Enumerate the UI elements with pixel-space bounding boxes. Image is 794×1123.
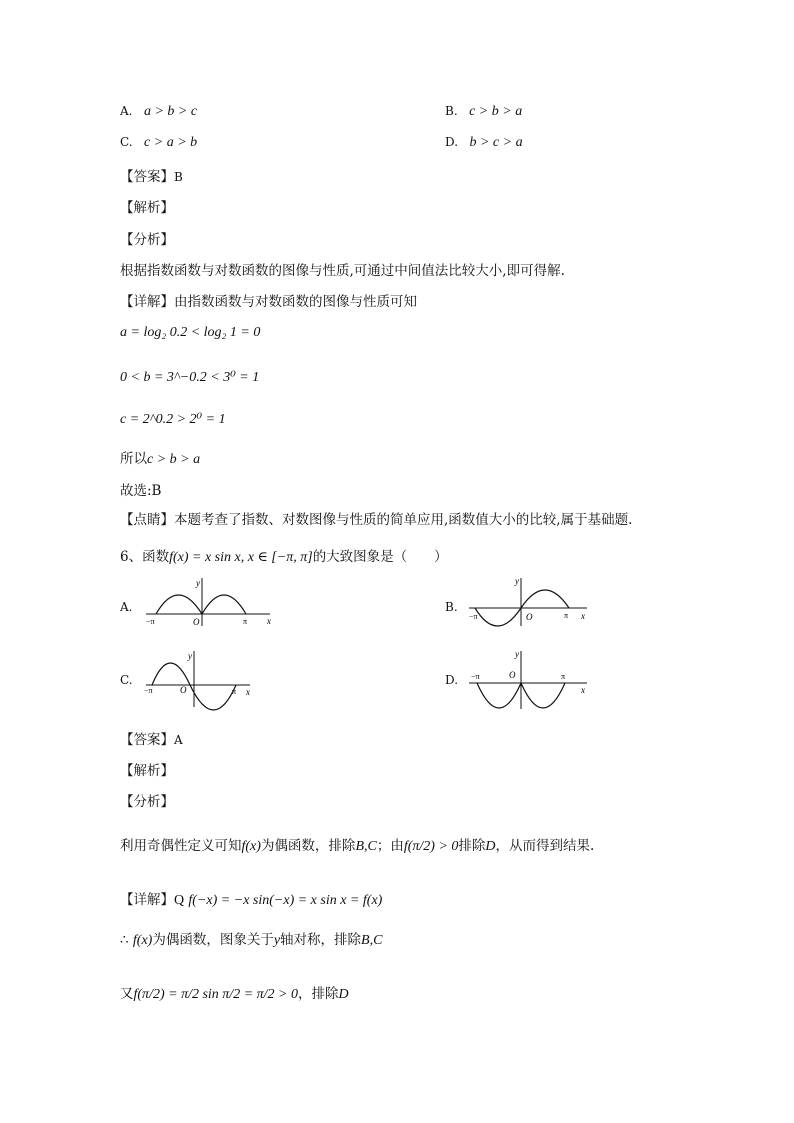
- q5-detail: 【详解】由指数函数与对数函数的图像与性质可知: [120, 294, 417, 310]
- q6-analysis-text: 利用奇偶性定义可知f(x)为偶函数，排除B,C；由f(π/2) > 0排除D，从而得到结果.: [120, 838, 595, 854]
- q5-eq-b: 0 < b = 3^−0.2 < 3⁰ = 1: [120, 370, 260, 385]
- q5-option-a-expr: a > b > c: [143, 104, 198, 119]
- origin-label: O: [193, 617, 200, 627]
- q5-comment: 【点睛】本题考查了指数、对数图像与性质的简单应用,函数值大小的比较,属于基础题.: [120, 512, 633, 528]
- y-axis-label: y: [188, 651, 192, 661]
- q6-option-a-label: A.: [120, 600, 133, 614]
- y-axis-label: y: [515, 576, 519, 586]
- q5-option-a: A. a > b > c: [120, 104, 198, 119]
- origin-label: O: [526, 612, 533, 622]
- q6-graph-a: [140, 572, 280, 630]
- q6-fenxi-tag: 【分析】: [120, 794, 174, 810]
- q6-graph-c: [140, 645, 260, 711]
- pi-label: π: [232, 687, 237, 696]
- x-axis-label: x: [581, 611, 585, 621]
- q5-analysis-text: 根据指数函数与对数函数的图像与性质,可通过中间值法比较大小,即可得解.: [120, 263, 565, 279]
- q6-analysis-condition: f(π/2) > 0: [403, 839, 459, 854]
- neg-pi-label: −π: [471, 672, 480, 681]
- q5-option-d-expr: b > c > a: [469, 135, 523, 150]
- curve: [156, 595, 246, 614]
- q6-answer: 【答案】A: [120, 732, 183, 748]
- neg-pi-label: −π: [469, 612, 478, 621]
- pi-label: π: [243, 617, 248, 626]
- q5-eq-c: c = 2^0.2 > 2⁰ = 1: [120, 412, 226, 427]
- q5-choice: 故选:B: [120, 483, 162, 499]
- q6-graph-b: [465, 572, 595, 630]
- q6-stem-formula: f(x) = x sin x, x ∈ [−π, π]: [169, 550, 313, 565]
- origin-label: O: [509, 670, 516, 680]
- q5-option-b: B. c > b > a: [445, 104, 523, 119]
- q5-option-c-expr: c > a > b: [144, 135, 198, 150]
- q6-value-eq: f(π/2) = π/2 sin π/2 = π/2 > 0: [133, 987, 299, 1002]
- q6-option-b-label: B.: [445, 600, 458, 614]
- origin-label: O: [180, 685, 187, 695]
- y-axis-label: y: [515, 649, 519, 659]
- q6-value-line: 又f(π/2) = π/2 sin π/2 = π/2 > 0，排除D: [120, 986, 349, 1002]
- q5-option-b-expr: c > b > a: [469, 104, 523, 119]
- x-axis-label: x: [246, 687, 250, 697]
- pi-label: π: [564, 611, 569, 620]
- q5-eq-a: a = log₂ 0.2 < log₂ 1 = 0: [120, 325, 261, 340]
- q6-stem: 6、函数f(x) = x sin x, x ∈ [−π, π]的大致图象是（ ）: [120, 549, 448, 565]
- q6-option-c-label: C.: [120, 673, 133, 687]
- q5-fenxi-tag: 【分析】: [120, 232, 174, 248]
- q5-jiexi-tag: 【解析】: [120, 200, 174, 216]
- x-axis-label: x: [581, 685, 585, 695]
- neg-pi-label: −π: [146, 617, 155, 626]
- x-axis-label: x: [267, 616, 271, 626]
- q6-graph-d: [465, 645, 595, 713]
- q5-conclusion: 所以c > b > a: [120, 451, 201, 467]
- pi-label: π: [561, 672, 566, 681]
- q5-option-c: C. c > a > b: [120, 135, 198, 150]
- q6-detail: 【详解】Q f(−x) = −x sin(−x) = x sin x = f(x): [120, 892, 383, 908]
- q6-even-line: ∴ f(x)为偶函数，图象关于y轴对称，排除B,C: [120, 932, 383, 948]
- q6-jiexi-tag: 【解析】: [120, 763, 174, 779]
- q6-detail-eq: f(−x) = −x sin(−x) = x sin x = f(x): [188, 893, 383, 908]
- q5-option-d: D. b > c > a: [445, 135, 523, 150]
- neg-pi-label: −π: [144, 686, 153, 695]
- y-axis-label: y: [196, 578, 200, 588]
- q6-option-d-label: D.: [445, 673, 459, 687]
- q5-answer: 【答案】B: [120, 169, 183, 185]
